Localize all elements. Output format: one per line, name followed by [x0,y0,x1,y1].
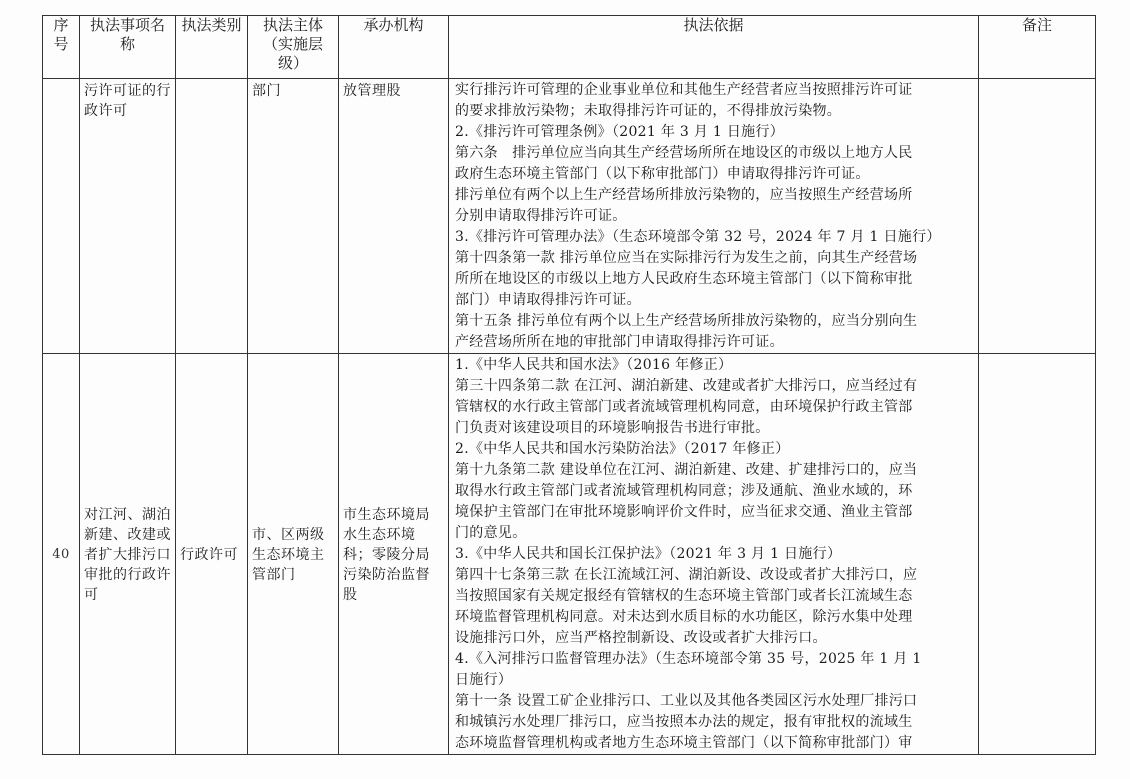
basis-line: 第十五条 排污单位有两个以上生产经营场所排放污染物的，应当分别向生 [455,313,918,329]
cell-seq: 40 [43,354,80,755]
basis-line: 产经营场所所在地的审批部门申请取得排污许可证。 [455,334,784,350]
cell-subject: 市、区两级生态环境主管部门 [248,354,339,755]
basis-line: 4.《入河排污口监督管理办法》（生态环境部令第 35 号，2025 年 1 月 1 [455,651,922,667]
enforcement-items-table [42,15,1096,755]
basis-line: 所所在地设区的市级以上地方人民政府生态环境主管部门（以下简称审批 [455,271,913,287]
basis-line: 第三十四条第二款 在江河、湖泊新建、改建或者扩大排污口，应当经过有 [455,378,918,394]
cell-basis [449,79,979,354]
header-item-name: 执法事项名称 [80,16,176,79]
basis-line: 设施排污口外，应当严格控制新设、改设或者扩大排污口。 [455,630,827,646]
basis-line: 2.《中华人民共和国水污染防治法》（2017 年修正） [455,441,790,457]
basis-line: 第十一条 设置工矿企业排污口、工业以及其他各类园区污水处理厂排污口 [455,693,918,709]
cell-remark [979,79,1096,354]
basis-line: 当按照国家有关规定报经有管辖权的生态环境主管部门或者长江流域生态 [455,588,913,604]
basis-line: 和城镇污水处理厂排污口，应当按照本办法的规定，报有审批权的流域生 [455,714,913,730]
cell-basis [449,354,979,755]
basis-line: 部门）申请取得排污许可证。 [455,292,641,308]
basis-line: 分别申请取得排污许可证。 [455,208,627,224]
cell-item-name: 对江河、湖泊新建、改建或者扩大排污口审批的行政许可 [80,354,176,755]
header-subject: 执法主体（实施层级） [248,16,339,79]
cell-agency: 放管理股 [339,79,449,354]
basis-line: 第六条 排污单位应当向其生产经营场所所在地设区的市级以上地方人民 [455,145,913,161]
basis-line: 排污单位有两个以上生产经营场所排放污染物的，应当按照生产经营场所 [455,187,913,203]
header-basis: 执法依据 [449,16,979,79]
basis-line: 境保护主管部门在审批环境影响评价文件时，应当征求交通、渔业主管部 [455,504,913,520]
basis-line: 管辖权的水行政主管部门或者流域管理机构同意，由环境保护行政主管部 [455,399,913,415]
header-category: 执法类别 [176,16,248,79]
cell-category [176,79,248,354]
basis-line: 门的意见。 [455,525,527,541]
cell-remark [979,354,1096,755]
basis-line: 门负责对该建设项目的环境影响报告书进行审批。 [455,420,770,436]
basis-line: 3.《排污许可管理办法》（生态环境部令第 32 号，2024 年 7 月 1 日施行） [455,229,941,245]
cell-item-name: 污许可证的行政许可 [80,79,176,354]
basis-line: 态环境监督管理机构或者地方生态环境主管部门（以下简称审批部门）审 [455,735,913,751]
basis-line: 第十九条第二款 建设单位在江河、湖泊新建、改建、扩建排污口的，应当 [455,462,918,478]
basis-line: 1.《中华人民共和国水法》（2016 年修正） [455,357,733,373]
basis-line: 实行排污许可管理的企业事业单位和其他生产经营者应当按照排污许可证 [455,82,913,98]
basis-line: 日施行） [455,672,513,688]
table-header-row [43,16,1096,79]
cell-seq [43,79,80,354]
basis-line: 第十四条第一款 排污单位应当在实际排污行为发生之前，向其生产经营场 [455,250,918,266]
basis-line: 第四十七条第三款 在长江流域江河、湖泊新设、改设或者扩大排污口，应 [455,567,918,583]
basis-text [449,79,978,353]
cell-category: 行政许可 [176,354,248,755]
basis-line: 取得水行政主管部门或者流域管理机构同意；涉及通航、渔业水域的，环 [455,483,913,499]
basis-line: 3.《中华人民共和国长江保护法》（2021 年 3 月 1 日施行） [455,546,842,562]
basis-line: 政府生态环境主管部门（以下称审批部门）申请取得排污许可证。 [455,166,870,182]
basis-line: 2.《排污许可管理条例》（2021 年 3 月 1 日施行） [455,124,785,140]
header-remark: 备注 [979,16,1096,79]
header-seq: 序号 [43,16,80,79]
basis-line: 的要求排放污染物；未取得排污许可证的，不得排放污染物。 [455,103,842,119]
basis-line: 环境监督管理机构同意。对未达到水质目标的水功能区，除污水集中处理 [455,609,913,625]
table-row-40 [43,354,1096,755]
basis-text [449,354,978,754]
table-row-continued [43,79,1096,354]
cell-subject: 部门 [248,79,339,354]
header-agency: 承办机构 [339,16,449,79]
cell-agency: 市生态环境局水生态环境科；零陵分局污染防治监督股 [339,354,449,755]
